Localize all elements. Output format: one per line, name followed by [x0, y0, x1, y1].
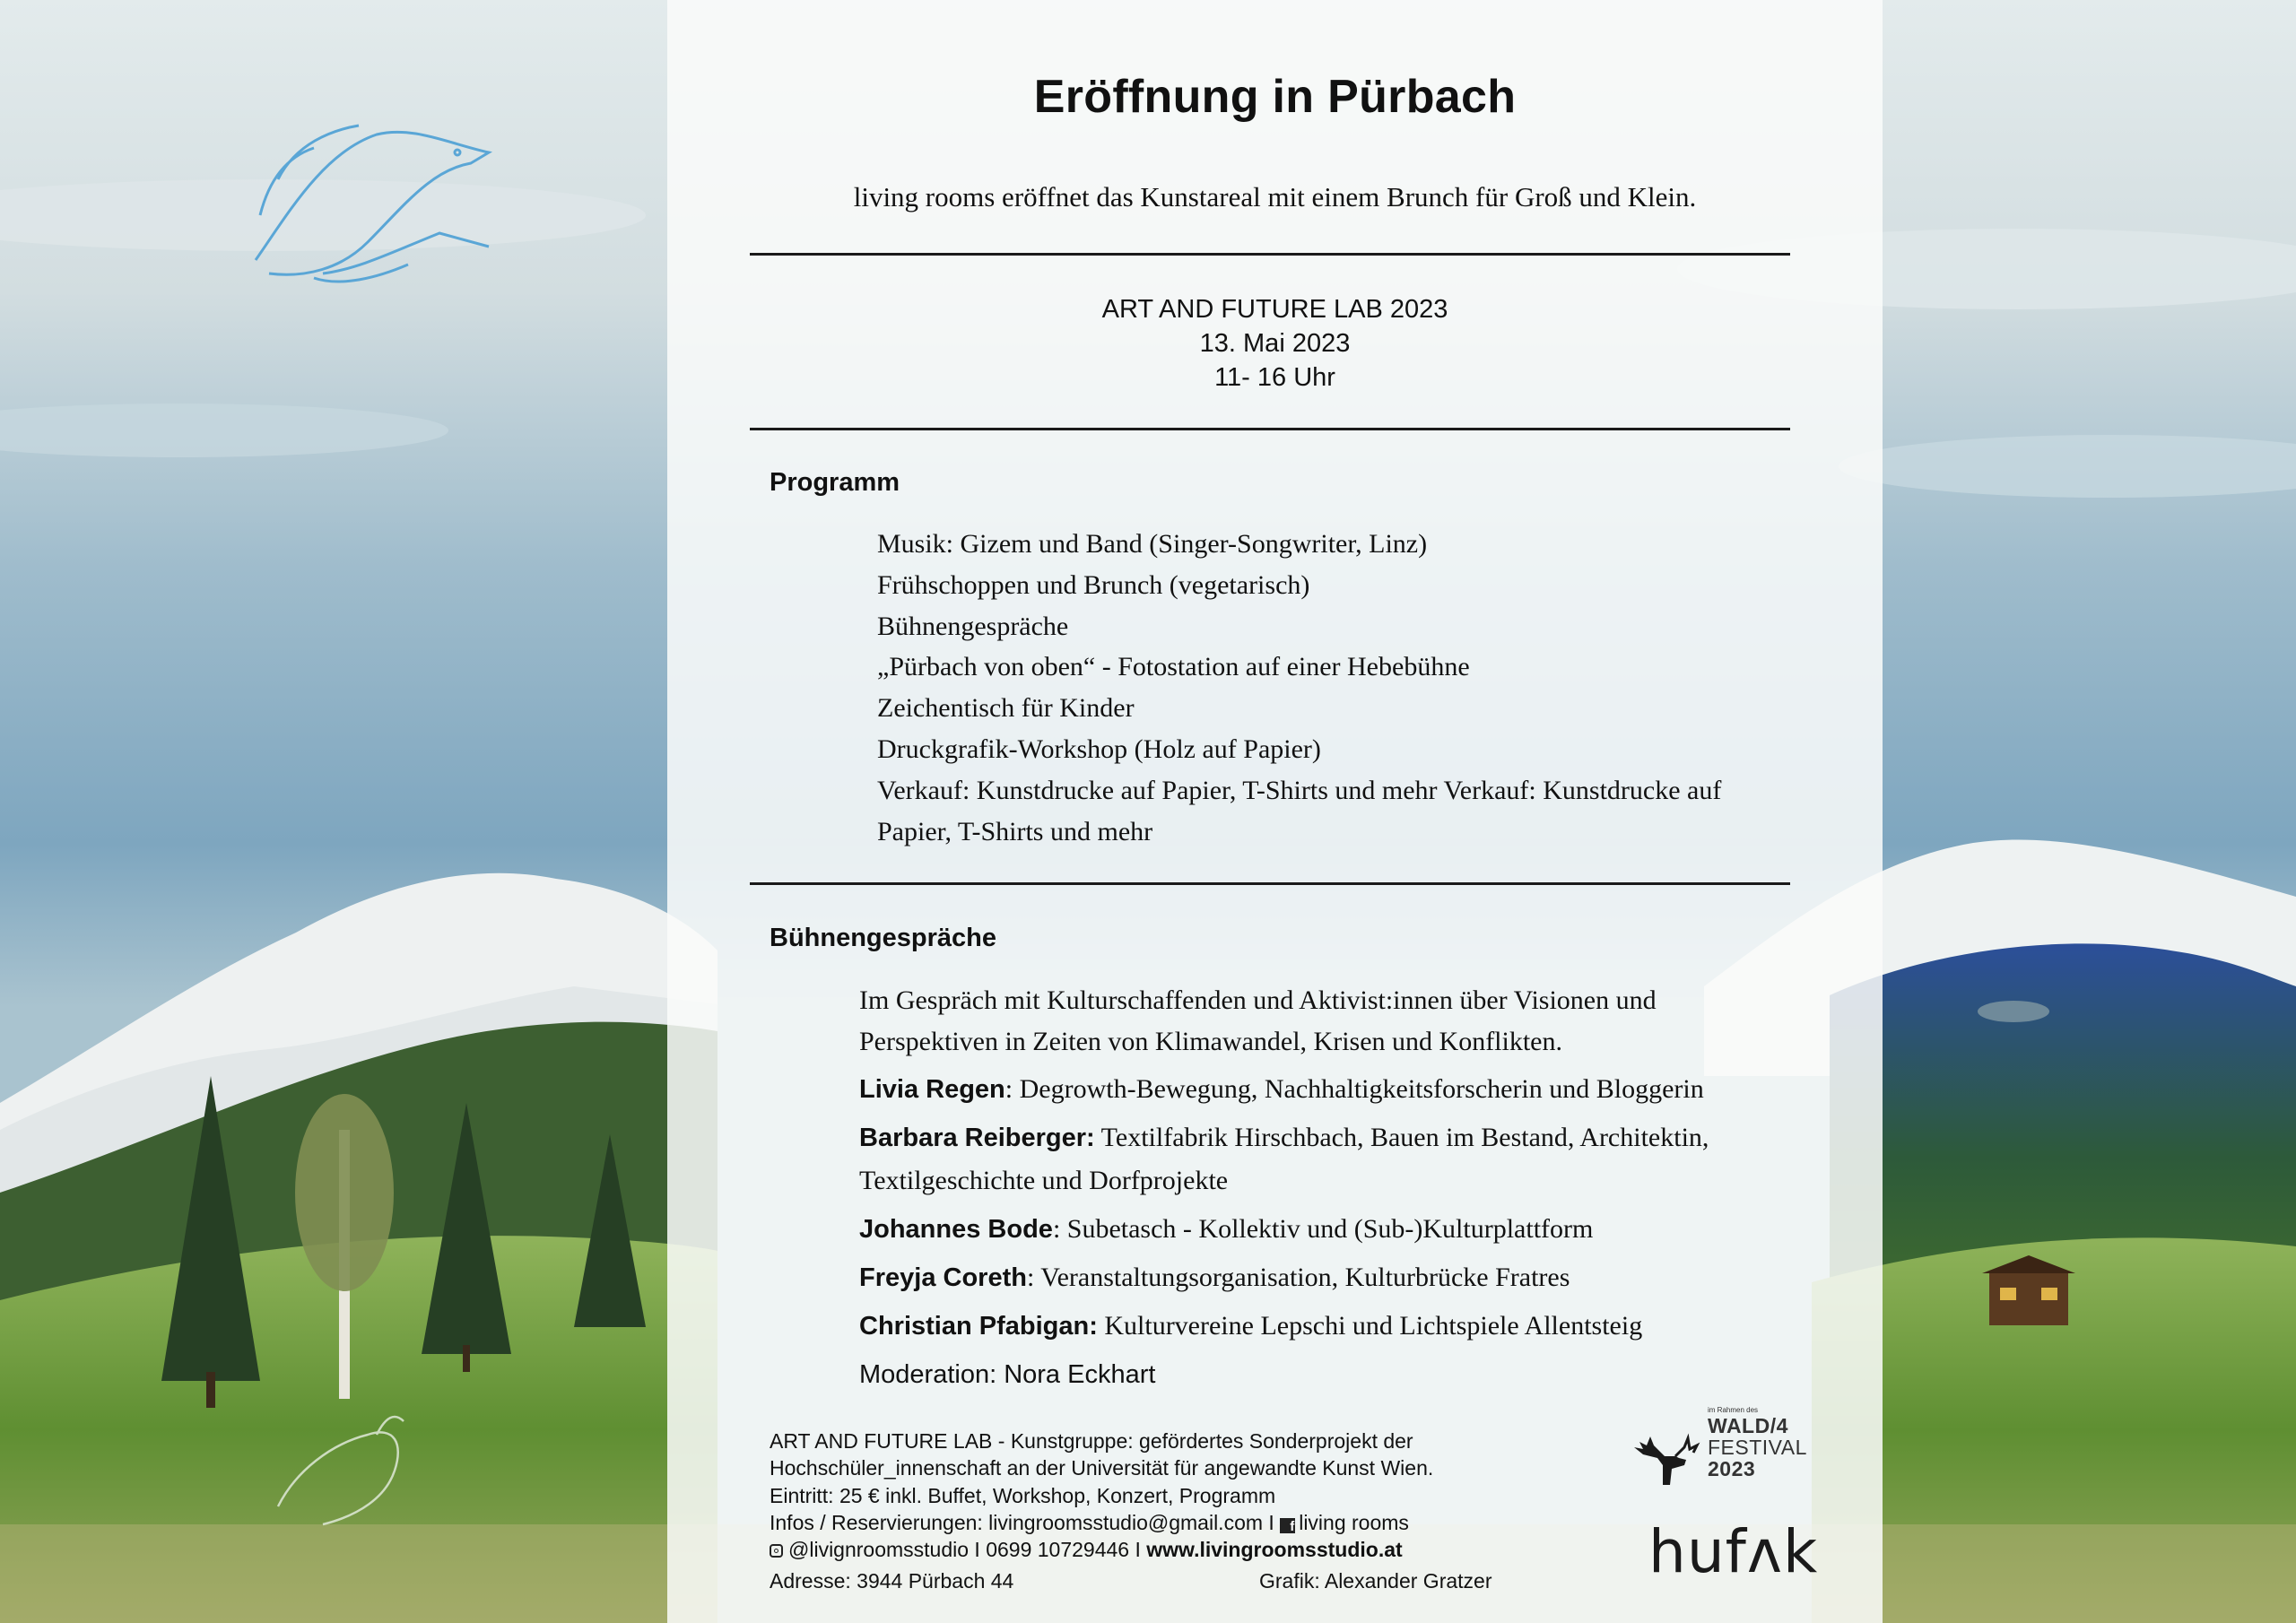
footer-line — [770, 1536, 1595, 1563]
deer-icon — [1631, 1429, 1702, 1492]
list-item: Musik: Gizem und Band (Singer-Songwriter, Linz) — [877, 529, 1428, 559]
page-title: Eröffnung in Pürbach — [1033, 71, 1517, 123]
speaker-name: Livia Regen — [859, 1075, 1005, 1104]
address: Adresse: 3944 Pürbach 44 — [770, 1569, 1014, 1593]
speaker-entry — [859, 1256, 1774, 1299]
hufak-logo: hufʌk — [1648, 1517, 1819, 1586]
list-item: Bühnengespräche — [877, 611, 1069, 641]
event-time: 11- 16 Uhr — [1214, 363, 1335, 392]
programm-list — [877, 524, 1774, 852]
event-date: 13. Mai 2023 — [1199, 329, 1351, 358]
speaker-name: Barbara Reiberger: — [859, 1124, 1095, 1152]
graphic-credit: Grafik: Alexander Gratzer — [1259, 1569, 1492, 1593]
speaker-description: : Veranstaltungsorganisation, Kulturbrücke Fratres — [1026, 1263, 1570, 1292]
speaker-description: : Subetasch - Kollektiv und (Sub-)Kulturplattform — [1052, 1214, 1594, 1244]
list-item: „Pürbach von oben“ - Fotostation auf einer Hebebühne — [877, 652, 1470, 682]
footer-bottom — [770, 1569, 1666, 1593]
footer-info — [770, 1428, 1595, 1563]
website-link[interactable]: www.livingroomsstudio.at — [1146, 1538, 1403, 1562]
footer-line: Hochschüler_innenschaft an der Universität für angewandte Kunst Wien. — [770, 1456, 1434, 1480]
facebook-icon: f — [1280, 1518, 1295, 1533]
moderation: Moderation: Nora Eckhart — [859, 1360, 1156, 1389]
buehnengespraeche-heading: Bühnengespräche — [770, 924, 996, 952]
speaker-name: Johannes Bode — [859, 1215, 1053, 1244]
list-item: Druckgrafik-Workshop (Holz auf Papier) — [877, 733, 1321, 764]
speaker-entry — [859, 1208, 1774, 1251]
speaker-description: Kulturvereine Lepschi und Lichtspiele Allentsteig — [1097, 1311, 1643, 1341]
festival-tagline: im Rahmen des — [1708, 1406, 1759, 1414]
speaker-entry — [859, 1305, 1774, 1348]
flyer-panel — [667, 0, 1883, 1623]
contact-email[interactable]: Infos / Reservierungen: livingroomsstudio@gmail.com I — [770, 1510, 1281, 1534]
instagram-phone[interactable]: @livignroomsstudio I 0699 10729446 I — [788, 1538, 1147, 1562]
footer-line: ART AND FUTURE LAB - Kunstgruppe: gefördertes Sonderprojekt der — [770, 1429, 1413, 1453]
speaker-description: : Degrowth-Bewegung, Nachhaltigkeitsforscherin und Bloggerin — [1004, 1074, 1704, 1104]
speaker-list — [859, 980, 1774, 1396]
speaker-entry — [859, 1068, 1774, 1111]
speaker-name: Christian Pfabigan: — [859, 1312, 1098, 1341]
divider — [750, 428, 1790, 430]
wald4-festival-logo — [1598, 1406, 1807, 1496]
list-item: Frühschoppen und Brunch (vegetarisch) — [877, 569, 1310, 600]
list-item: Zeichentisch für Kinder — [877, 693, 1135, 724]
event-name: ART AND FUTURE LAB 2023 — [1101, 295, 1448, 324]
list-item: Verkauf: Kunstdrucke auf Papier, T-Shirts und mehr Verkauf: Kunstdrucke auf Papier, T-Shirts und mehr — [877, 775, 1722, 846]
page-subtitle: living rooms eröffnet das Kunstareal mit einem Brunch für Groß und Klein. — [853, 181, 1697, 213]
divider — [750, 253, 1790, 256]
talks-intro: Im Gespräch mit Kulturschaffenden und Aktivist:innen über Visionen und Perspektiven in Zeiten von Klimawandel, Krisen und Konflikten. — [859, 985, 1657, 1056]
footer-line — [770, 1509, 1595, 1536]
divider — [750, 882, 1790, 885]
event-info — [667, 292, 1883, 395]
speaker-description: Textilfabrik Hirschbach, Bauen im Bestand, Architektin, Textilgeschichte und Dorfprojekte — [859, 1123, 1709, 1195]
instagram-icon — [770, 1544, 783, 1558]
speaker-name: Freyja Coreth — [859, 1263, 1027, 1292]
facebook-link[interactable]: living rooms — [1299, 1510, 1409, 1534]
speaker-entry — [859, 1116, 1774, 1202]
footer-line: Eintritt: 25 € inkl. Buffet, Workshop, Konzert, Programm — [770, 1483, 1276, 1507]
programm-heading: Programm — [770, 468, 900, 497]
festival-name: WALD/4 FESTIVAL 2023 — [1708, 1414, 1807, 1480]
